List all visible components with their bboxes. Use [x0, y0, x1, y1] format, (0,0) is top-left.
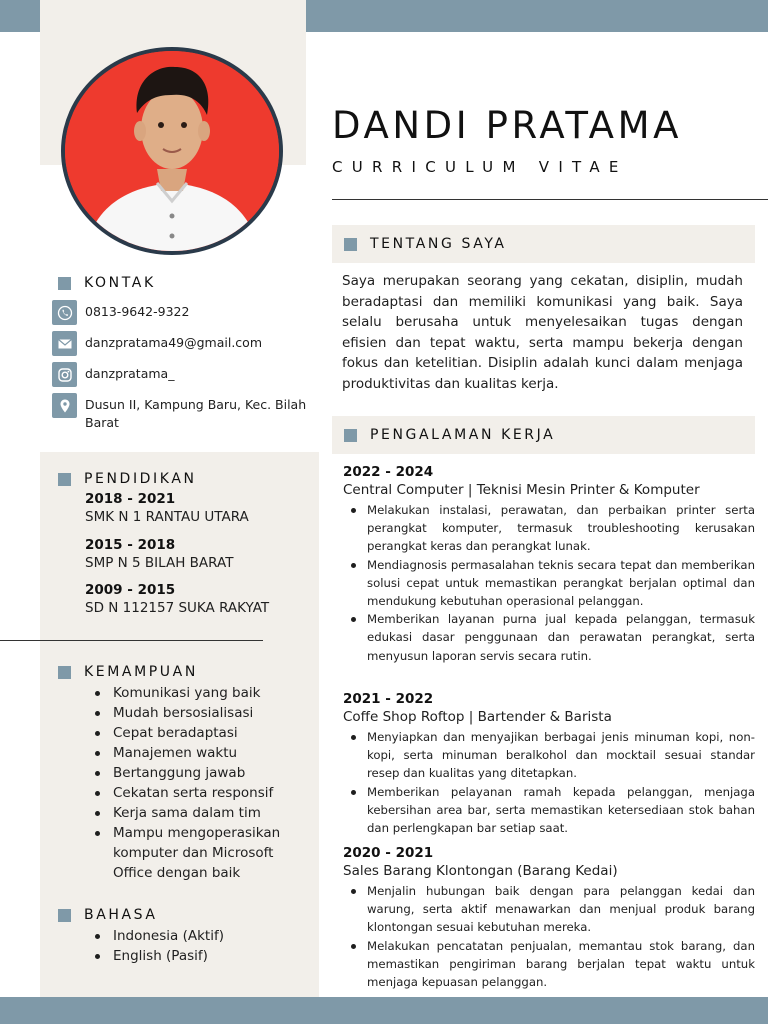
job-duties — [343, 501, 755, 665]
square-bullet-icon — [58, 277, 71, 290]
education-item — [85, 491, 249, 527]
profile-photo — [61, 47, 283, 255]
skills-list — [95, 683, 305, 883]
job-title: Central Computer | Teknisi Mesin Printer & Komputer — [343, 482, 700, 498]
education-years: 2018 - 2021 — [85, 491, 176, 507]
list-item: Menjalin hubungan baik dengan para pelanggan kedai dan warung, serta aktif menawarkan dan menjual produk barang klontongan sesuai kebutuhan mereka. — [343, 882, 755, 937]
education-school: SMP N 5 BILAH BARAT — [85, 555, 234, 571]
phone-icon — [52, 300, 77, 325]
candidate-name: DANDI PRATAMA — [332, 104, 683, 147]
job-entry — [343, 691, 755, 837]
square-bullet-icon — [344, 429, 357, 442]
contact-phone-text: 0813-9642-9322 — [85, 304, 190, 319]
education-item — [85, 537, 233, 573]
job-years: 2021 - 2022 — [343, 691, 434, 707]
job-years: 2020 - 2021 — [343, 845, 434, 861]
education-school: SMK N 1 RANTAU UTARA — [85, 509, 249, 525]
list-item: Komunikasi yang baik — [95, 683, 305, 703]
experience-heading: PENGALAMAN KERJA — [332, 416, 755, 454]
list-item: Menyiapkan dan menyajikan berbagai jenis minuman kopi, non-kopi, serta minuman beralkohol dan mocktail sesuai standar resep dan kualitas yang ditetapkan. — [343, 728, 755, 783]
languages-heading: BAHASA — [58, 907, 158, 923]
list-item: Memberikan layanan purna jual kepada pelanggan, termasuk edukasi dasar penggunaan dan perawatan perangkat, serta menyusun laporan servis secara rutin. — [343, 610, 755, 665]
list-item: Bertanggung jawab — [95, 763, 305, 783]
list-item: Mendiagnosis permasalahan teknis secara tepat dan memberikan solusi cepat untuk memastikan perangkat berjalan optimal dan mendukung kebutuhan operasional pelanggan. — [343, 556, 755, 611]
contact-instagram-text: danzpratama_ — [85, 366, 175, 381]
education-heading: PENDIDIKAN — [58, 471, 197, 487]
square-bullet-icon — [58, 473, 71, 486]
education-years: 2009 - 2015 — [85, 582, 176, 598]
header-divider — [332, 199, 768, 200]
list-item: Mudah bersosialisasi — [95, 703, 305, 723]
education-item — [85, 582, 269, 618]
skills-heading: KEMAMPUAN — [58, 664, 198, 680]
bottom-accent-bar — [0, 997, 768, 1024]
about-text: Saya merupakan seorang yang cekatan, disiplin, mudah beradaptasi dan memiliki komunikasi yang baik. Saya selalu berusaha untuk menyelesaikan tugas dengan efisien dan tepat waktu, serta mampu bekerja dengan fokus dan ketelitian. Disiplin adalah kunci dalam menjaga produktivitas dan kualitas kerja. — [342, 273, 743, 392]
contact-email-text: danzpratama49@gmail.com — [85, 335, 263, 350]
job-title: Sales Barang Klontongan (Barang Kedai) — [343, 863, 618, 879]
job-title: Coffe Shop Roftop | Bartender & Barista — [343, 709, 612, 725]
list-item: Manajemen waktu — [95, 743, 305, 763]
job-duties — [343, 728, 755, 837]
contact-address — [52, 393, 317, 432]
list-item: English (Pasif) — [95, 946, 305, 966]
contact-heading: KONTAK — [58, 275, 156, 291]
list-item: Melakukan instalasi, perawatan, dan perbaikan printer serta perangkat komputer, termasuk troubleshooting kerusakan perangkat keras dan perangkat lunak. — [343, 501, 755, 556]
email-icon — [52, 331, 77, 356]
job-duties — [343, 882, 755, 991]
list-item: Melakukan pencatatan penjualan, memantau stok barang, dan memastikan pengiriman barang berjalan tepat waktu untuk menjaga kepuasan pelanggan. — [343, 937, 755, 992]
education-years: 2015 - 2018 — [85, 537, 176, 553]
list-item: Cekatan serta responsif — [95, 783, 305, 803]
document-subtitle: CURRICULUM VITAE — [332, 158, 628, 176]
list-item: Kerja sama dalam tim — [95, 803, 305, 823]
list-item: Indonesia (Aktif) — [95, 926, 305, 946]
job-years: 2022 - 2024 — [343, 464, 434, 480]
about-heading: TENTANG SAYA — [332, 225, 755, 263]
contact-instagram — [52, 362, 174, 387]
job-entry — [343, 845, 755, 991]
instagram-icon — [52, 362, 77, 387]
languages-list — [95, 926, 305, 966]
location-pin-icon — [52, 393, 77, 418]
list-item: Cepat beradaptasi — [95, 723, 305, 743]
education-school: SD N 112157 SUKA RAKYAT — [85, 600, 270, 616]
square-bullet-icon — [58, 909, 71, 922]
square-bullet-icon — [58, 666, 71, 679]
square-bullet-icon — [344, 238, 357, 251]
sidebar-divider — [0, 640, 263, 641]
contact-phone — [52, 300, 189, 325]
list-item: Mampu mengoperasikan komputer dan Microsoft Office dengan baik — [95, 823, 305, 883]
list-item: Memberikan pelayanan ramah kepada pelanggan, menjaga kebersihan area bar, serta memastikan ketersediaan stok bahan dan perlengkapan bar setiap saat. — [343, 783, 755, 838]
job-entry — [343, 464, 755, 665]
contact-address-text: Dusun II, Kampung Baru, Kec. Bilah Barat — [85, 397, 307, 430]
contact-email — [52, 331, 262, 356]
